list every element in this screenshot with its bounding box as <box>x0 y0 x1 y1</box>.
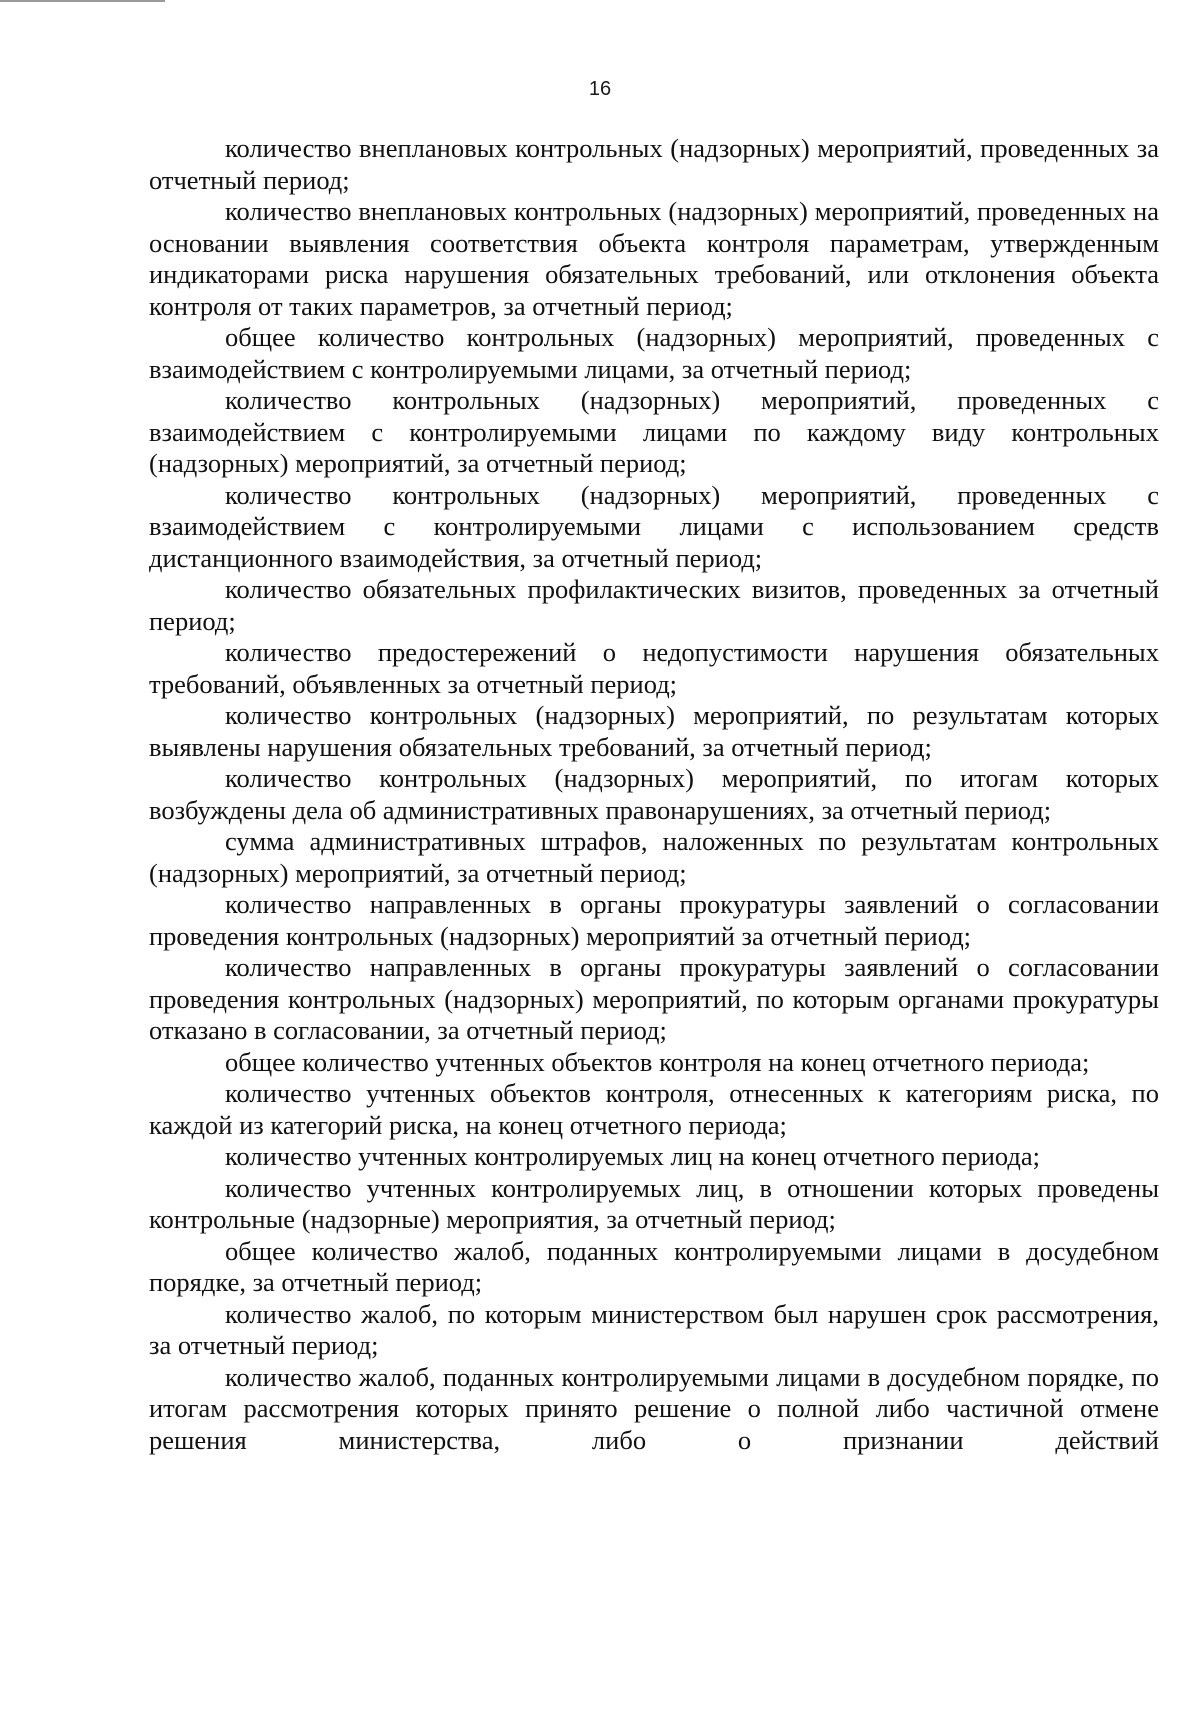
paragraph: количество внеплановых контрольных (надзорных) мероприятий, проведенных за отчетный период; <box>149 133 1159 195</box>
paragraph: количество контрольных (надзорных) мероприятий, по результатам которых выявлены нарушения обязательных требований, за отчетный период; <box>149 700 1159 762</box>
paragraph: количество направленных в органы прокуратуры заявлений о согласовании проведения контрольных (надзорных) мероприятий за отчетный период; <box>149 889 1159 951</box>
scan-edge-line <box>0 0 165 2</box>
paragraph: количество обязательных профилактических визитов, проведенных за отчетный период; <box>149 574 1159 636</box>
paragraph: количество жалоб, поданных контролируемыми лицами в досудебном порядке, по итогам рассмотрения которых принято решение о полной либо частичной отмене решения министерства, либо о признании действий <box>149 1361 1159 1455</box>
paragraph: количество жалоб, по которым министерством был нарушен срок рассмотрения, за отчетный период; <box>149 1298 1159 1360</box>
paragraph: количество внеплановых контрольных (надзорных) мероприятий, проведенных на основании выявления соответствия объекта контроля параметрам, утвержденным индикаторами риска нарушения обязательных требований, или отклонения объекта контроля от таких параметров, за отчетный период; <box>149 196 1159 321</box>
paragraph: сумма административных штрафов, наложенных по результатам контрольных (надзорных) мероприятий, за отчетный период; <box>149 826 1159 888</box>
page-number: 16 <box>588 78 612 100</box>
paragraph: количество учтенных объектов контроля, отнесенных к категориям риска, по каждой из категорий риска, на конец отчетного периода; <box>149 1078 1159 1140</box>
paragraph: количество контрольных (надзорных) мероприятий, по итогам которых возбуждены дела об административных правонарушениях, за отчетный период; <box>149 763 1159 825</box>
paragraph: количество контрольных (надзорных) мероприятий, проведенных с взаимодействием с контролируемыми лицами по каждому виду контрольных (надзорных) мероприятий, за отчетный период; <box>149 385 1159 478</box>
paragraph: количество учтенных контролируемых лиц, в отношении которых проведены контрольные (надзорные) мероприятия, за отчетный период; <box>149 1172 1159 1234</box>
paragraph: общее количество жалоб, поданных контролируемыми лицами в досудебном порядке, за отчетный период; <box>149 1235 1159 1297</box>
paragraph: количество учтенных контролируемых лиц на конец отчетного периода; <box>225 1141 1040 1171</box>
paragraph: количество направленных в органы прокуратуры заявлений о согласовании проведения контрольных (надзорных) мероприятий, по которым органами прокуратуры отказано в согласовании, за отчетный период; <box>149 952 1159 1045</box>
paragraph: количество контрольных (надзорных) мероприятий, проведенных с взаимодействием с контролируемыми лицами с использованием средств дистанционного взаимодействия, за отчетный период; <box>149 479 1159 573</box>
paragraph: общее количество учтенных объектов контроля на конец отчетного периода; <box>225 1046 1090 1077</box>
paragraph: общее количество контрольных (надзорных) мероприятий, проведенных с взаимодействием с контролируемыми лицами, за отчетный период; <box>149 322 1159 384</box>
document-body <box>149 133 1159 1456</box>
paragraph: количество предостережений о недопустимости нарушения обязательных требований, объявленных за отчетный период; <box>149 637 1159 699</box>
